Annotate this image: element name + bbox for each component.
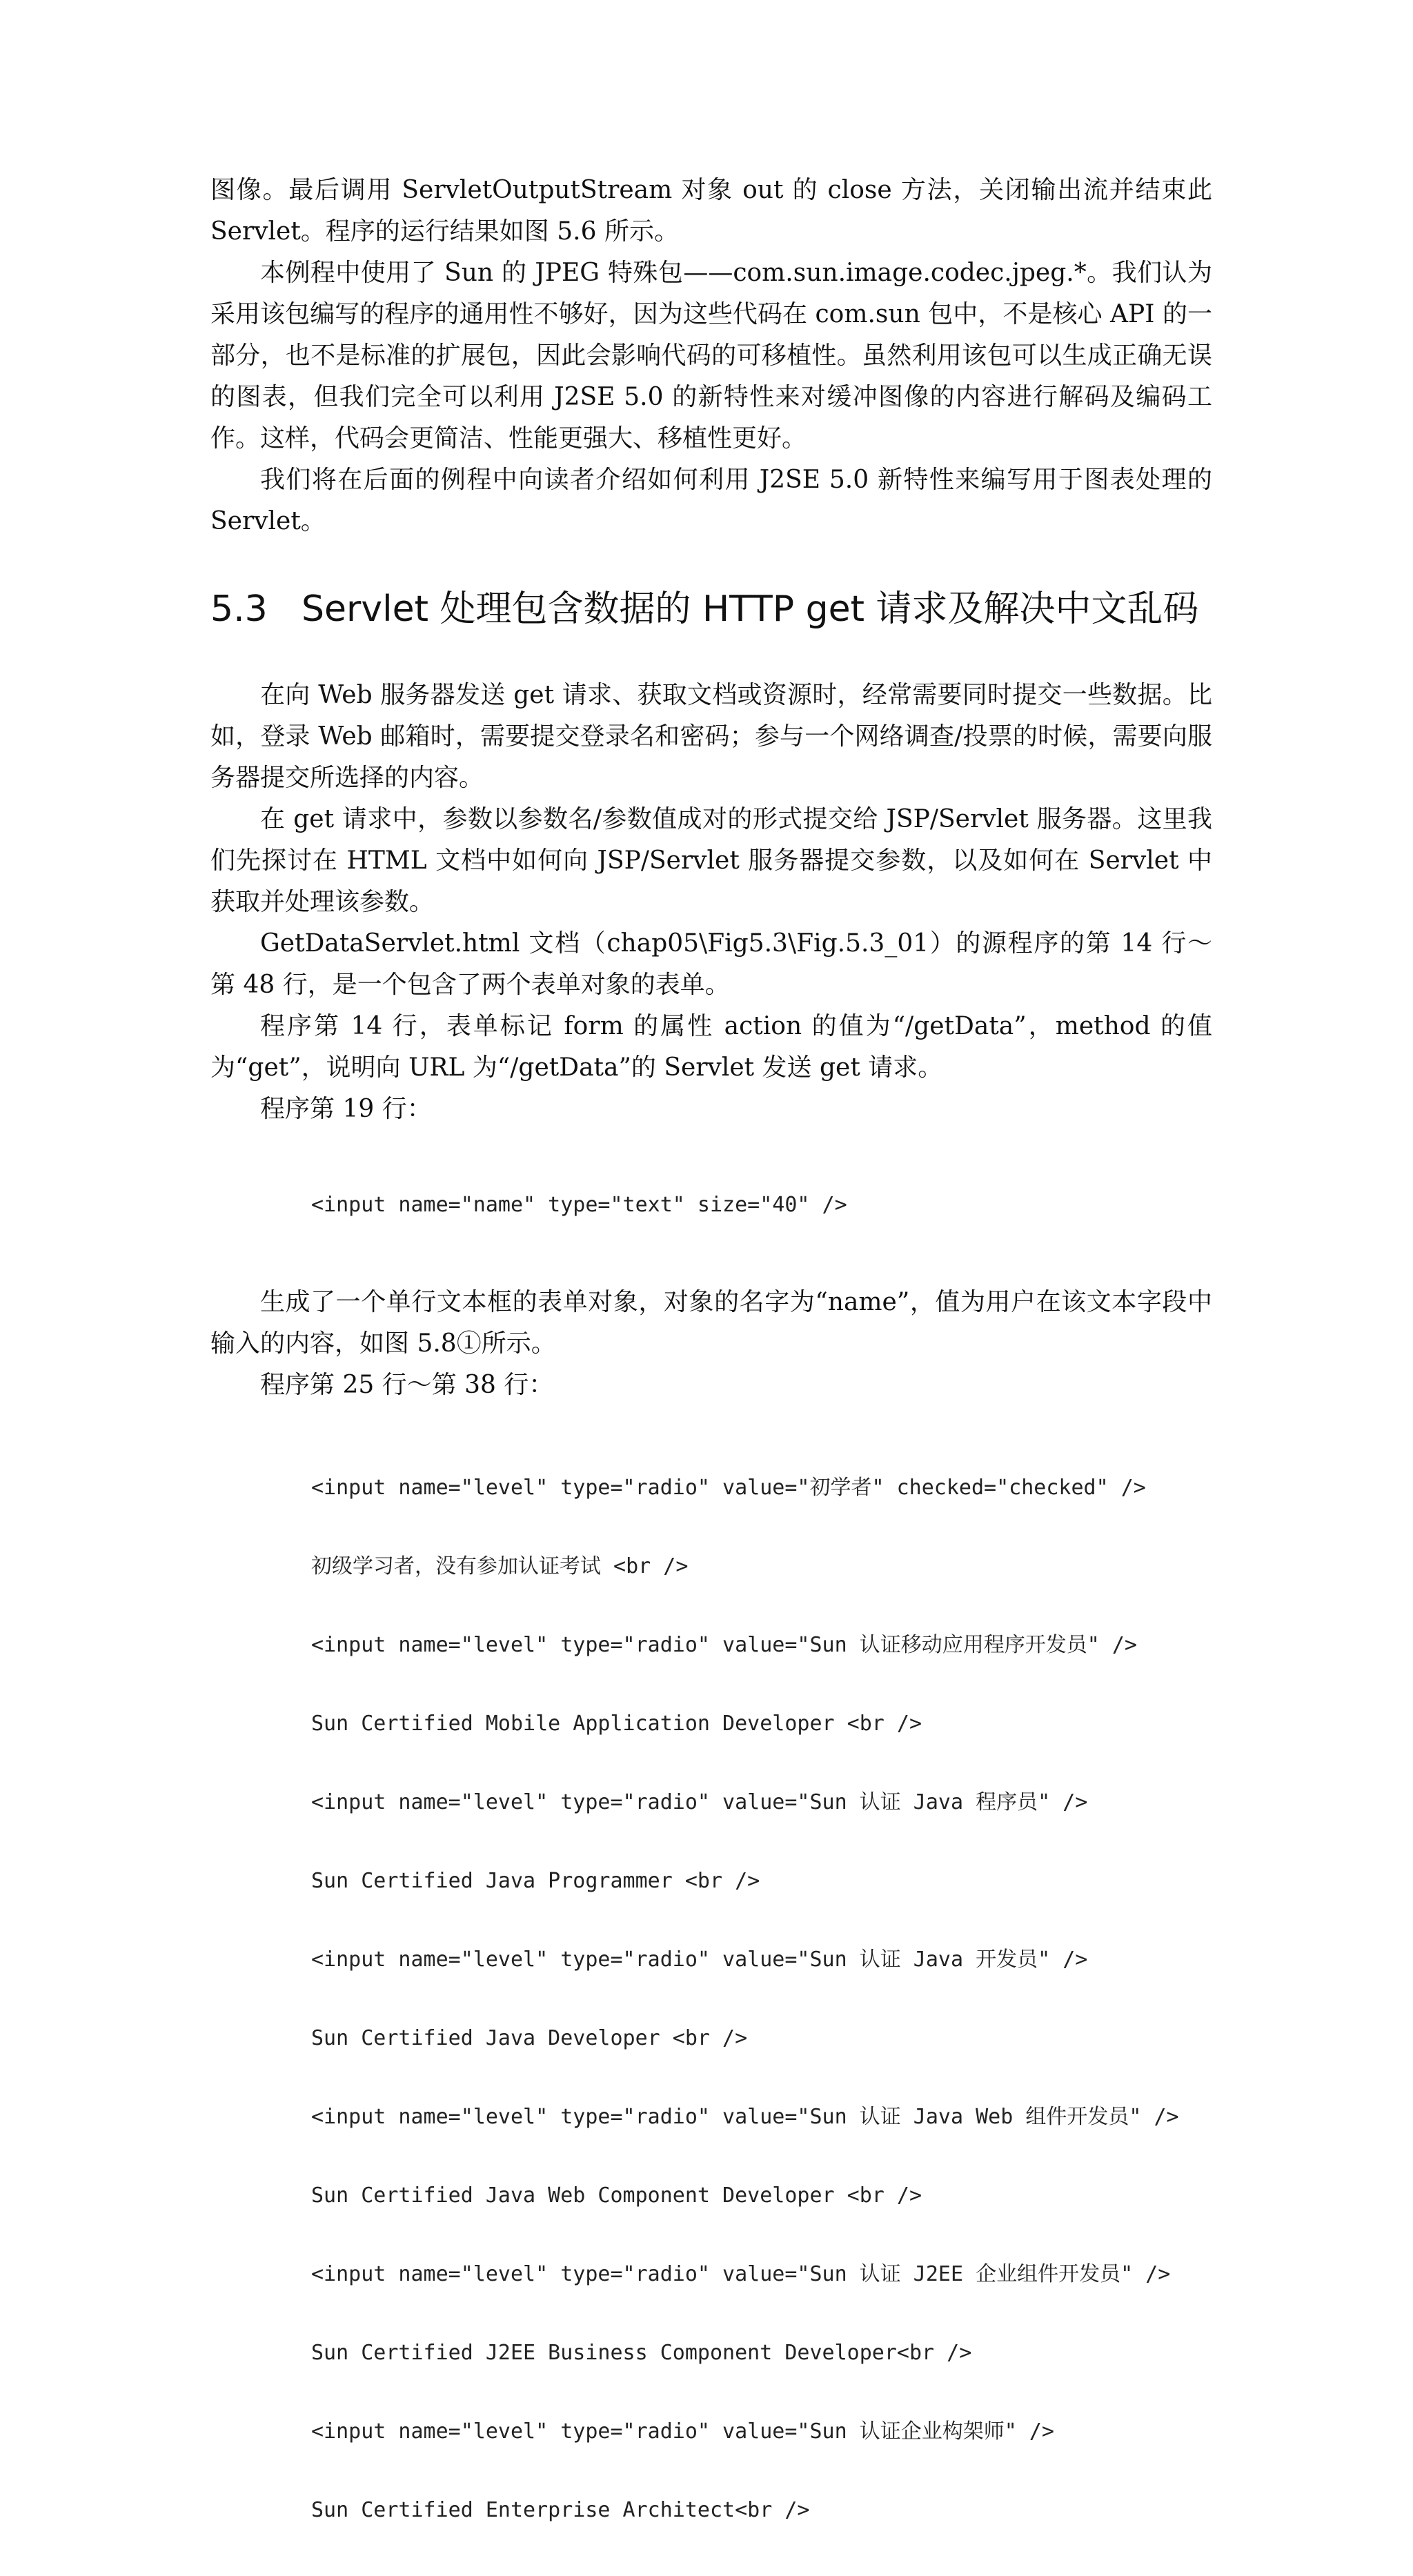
section-heading — [210, 585, 1212, 633]
paragraph-continuation: 图像。最后调用 ServletOutputStream 对象 out 的 close 方法，关闭输出流并结束此 Servlet。程序的运行结果如图 5.6 所示。 — [210, 176, 1212, 246]
paragraph-parameters: 在 get 请求中，参数以参数名/参数值成对的形式提交给 JSP/Servlet 服务器。这里我们先探讨在 HTML 文档中如何向 JSP/Servlet 服务器提交参数，以及如何在 Servlet 中获取并处理该参数。 — [210, 805, 1212, 916]
code-line: <input name="level" type="radio" value="Sun 认证企业构架师" /> — [311, 2419, 1054, 2444]
paragraph-j2se-preview: 我们将在后面的例程中向读者介绍如何利用 J2SE 5.0 新特性来编写用于图表处理的 Servlet。 — [210, 466, 1212, 535]
code-line: 初级学习者，没有参加认证考试 <br /> — [311, 1554, 689, 1578]
paragraph-get-request-intro: 在向 Web 服务器发送 get 请求、获取文档或资源时，经常需要同时提交一些数据。比如，登录 Web 邮箱时，需要提交登录名和密码；参与一个网络调查/投票的时候，需要向服务器提交所选择的内容。 — [210, 681, 1212, 792]
code-line: Sun Certified J2EE Business Component Developer<br /> — [311, 2341, 972, 2365]
code-block-text-input — [210, 1140, 1212, 1271]
document-page — [210, 170, 1212, 2576]
section-number: 5.3 — [210, 588, 268, 630]
paragraph-html-document: GetDataServlet.html 文档（chap05\Fig5.3\Fig.5.3_01）的源程序的第 14 行～第 48 行，是一个包含了两个表单对象的表单。 — [210, 929, 1212, 999]
paragraph-form-action: 程序第 14 行，表单标记 form 的属性 action 的值为“/getData”，method 的值为“get”，说明向 URL 为“/getData”的 Servlet 发送 get 请求。 — [210, 1012, 1212, 1082]
code-line: <input name="level" type="radio" value="Sun 认证 J2EE 企业组件开发员" /> — [311, 2262, 1171, 2286]
paragraph-lines-25-38: 程序第 25 行～第 38 行： — [260, 1371, 554, 1399]
code-line: <input name="level" type="radio" value="Sun 认证 Java 开发员" /> — [311, 1948, 1088, 1972]
code-line: <input name="level" type="radio" value="Sun 认证 Java 程序员" /> — [311, 1790, 1088, 1814]
code-block-radio-inputs — [210, 1423, 1212, 2576]
code-line: <input name="level" type="radio" value="初学者" checked="checked" /> — [311, 1476, 1146, 1500]
code-line: <input name="level" type="radio" value="Sun 认证 Java Web 组件开发员" /> — [311, 2105, 1179, 2129]
code-line: Sun Certified Java Developer <br /> — [311, 2026, 748, 2050]
code-line: <input name="name" type="text" size="40" /> — [311, 1193, 847, 1217]
paragraph-line-19: 程序第 19 行： — [260, 1095, 432, 1123]
code-line: Sun Certified Enterprise Architect<br /> — [311, 2498, 810, 2522]
code-line: <input name="level" type="radio" value="Sun 认证移动应用程序开发员" /> — [311, 1633, 1137, 1657]
paragraph-text-field: 生成了一个单行文本框的表单对象，对象的名字为“name”，值为用户在该文本字段中输入的内容，如图 5.8①所示。 — [210, 1288, 1212, 1358]
paragraph-jpeg-package: 本例程中使用了 Sun 的 JPEG 特殊包——com.sun.image.codec.jpeg.*。我们认为采用该包编写的程序的通用性不够好，因为这些代码在 com.sun 包中，不是核心 API 的一部分，也不是标准的扩展包，因此会影响代码的可移植性。虽然利用该包可以生成正确无误的图表，但我们完全可以利用 J2SE 5.0 的新特性来对缓冲图像的内容进行解码及编码工作。这样，代码会更简洁、性能更强大、移植性更好。 — [210, 259, 1212, 453]
section-title: Servlet 处理包含数据的 HTTP get 请求及解决中文乱码 — [302, 588, 1199, 630]
code-line: Sun Certified Mobile Application Developer <br /> — [311, 1712, 922, 1736]
code-line: Sun Certified Java Web Component Developer <br /> — [311, 2183, 922, 2208]
code-line: Sun Certified Java Programmer <br /> — [311, 1869, 760, 1893]
